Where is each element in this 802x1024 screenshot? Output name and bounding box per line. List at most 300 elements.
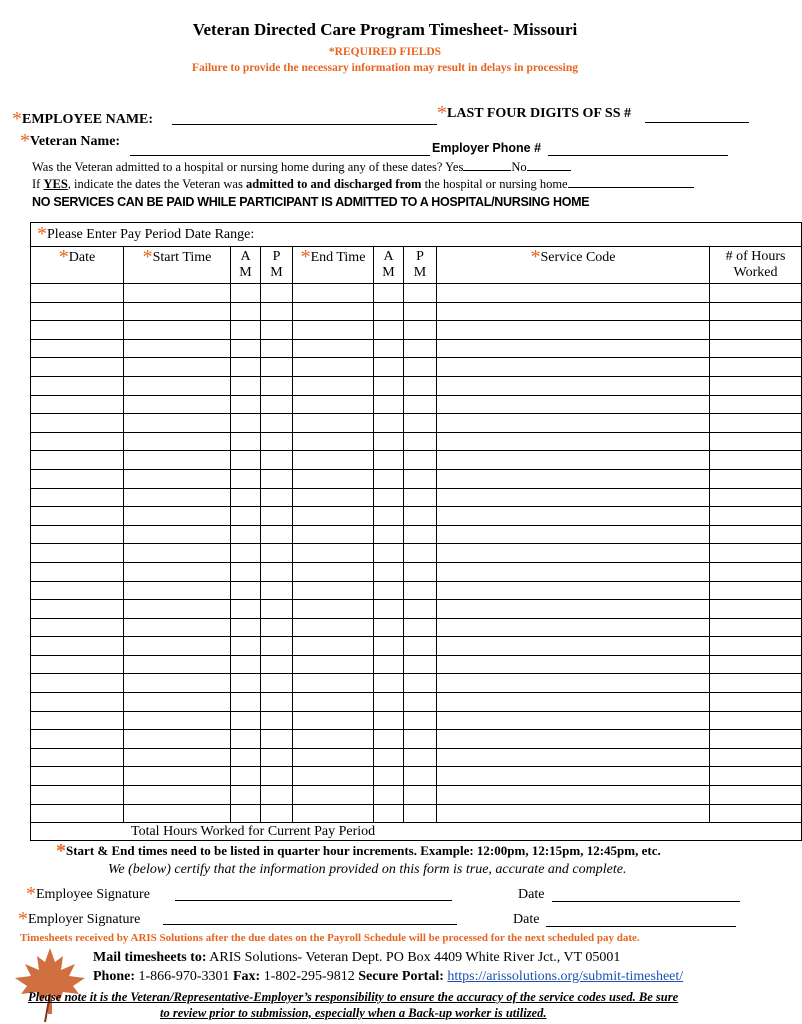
cell-end-pm[interactable]	[404, 674, 437, 693]
cell-start-am[interactable]	[231, 804, 261, 823]
cell-service-code[interactable]	[437, 376, 710, 395]
cell-service-code[interactable]	[437, 284, 710, 303]
cell-hours-worked[interactable]	[710, 525, 802, 544]
cell-end-time[interactable]	[293, 730, 374, 749]
cell-hours-worked[interactable]	[710, 767, 802, 786]
employer-phone-field[interactable]	[548, 141, 728, 156]
cell-end-pm[interactable]	[404, 804, 437, 823]
table-row	[31, 767, 802, 786]
cell-end-time[interactable]	[293, 358, 374, 377]
table-row	[31, 414, 802, 433]
cell-end-time[interactable]	[293, 432, 374, 451]
cell-start-am[interactable]	[231, 321, 261, 340]
cell-end-am[interactable]	[374, 395, 404, 414]
cell-start-pm[interactable]	[261, 414, 293, 433]
cell-hours-worked[interactable]	[710, 804, 802, 823]
cell-end-am[interactable]	[374, 562, 404, 581]
cell-service-code[interactable]	[437, 451, 710, 470]
cell-start-time[interactable]	[124, 302, 231, 321]
col-header-start-pm: P M	[261, 247, 293, 284]
cell-end-pm[interactable]	[404, 339, 437, 358]
cell-start-am[interactable]	[231, 432, 261, 451]
cell-start-time[interactable]	[124, 432, 231, 451]
table-row	[31, 284, 802, 303]
cell-date[interactable]	[31, 637, 124, 656]
cell-end-time[interactable]	[293, 618, 374, 637]
required-star-icon: *	[12, 108, 22, 130]
cell-date[interactable]	[31, 395, 124, 414]
cell-date[interactable]	[31, 804, 124, 823]
cell-end-pm[interactable]	[404, 488, 437, 507]
if-yes-line	[32, 175, 694, 192]
cell-start-pm[interactable]	[261, 302, 293, 321]
cell-start-pm[interactable]	[261, 339, 293, 358]
secure-portal-link[interactable]: https://arissolutions.org/submit-timesheet/	[447, 969, 684, 984]
cell-start-pm[interactable]	[261, 525, 293, 544]
cell-start-am[interactable]	[231, 786, 261, 805]
cell-end-pm[interactable]	[404, 600, 437, 619]
certify-text: We (below) certify that the information provided on this form is true, accurate and complete.	[108, 862, 627, 877]
cell-start-pm[interactable]	[261, 544, 293, 563]
cell-hours-worked[interactable]	[710, 284, 802, 303]
cell-service-code[interactable]	[437, 804, 710, 823]
cell-end-am[interactable]	[374, 488, 404, 507]
cell-start-am[interactable]	[231, 674, 261, 693]
cell-start-pm[interactable]	[261, 507, 293, 526]
cell-service-code[interactable]	[437, 488, 710, 507]
cell-start-time[interactable]	[124, 804, 231, 823]
cell-hours-worked[interactable]	[710, 376, 802, 395]
cell-end-pm[interactable]	[404, 693, 437, 712]
cell-start-am[interactable]	[231, 451, 261, 470]
cell-hours-worked[interactable]	[710, 395, 802, 414]
cell-end-time[interactable]	[293, 562, 374, 581]
cell-start-time[interactable]	[124, 637, 231, 656]
cell-date[interactable]	[31, 488, 124, 507]
employee-name-row	[12, 108, 153, 131]
cell-end-pm[interactable]	[404, 376, 437, 395]
cell-end-pm[interactable]	[404, 321, 437, 340]
cell-end-time[interactable]	[293, 525, 374, 544]
cell-start-am[interactable]	[231, 507, 261, 526]
cell-service-code[interactable]	[437, 730, 710, 749]
required-star-icon: *	[437, 102, 447, 124]
cell-end-time[interactable]	[293, 748, 374, 767]
cell-hours-worked[interactable]	[710, 562, 802, 581]
cell-hours-worked[interactable]	[710, 637, 802, 656]
footer-note-line-2: to review prior to submission, especially when a Back-up worker is utilized.	[160, 1006, 547, 1020]
table-row	[31, 786, 802, 805]
cell-start-am[interactable]	[231, 488, 261, 507]
cell-hours-worked[interactable]	[710, 358, 802, 377]
if-yes-bold: admitted to and discharged from	[245, 177, 422, 191]
cell-hours-worked[interactable]	[710, 321, 802, 340]
cell-end-am[interactable]	[374, 376, 404, 395]
cell-hours-worked[interactable]	[710, 469, 802, 488]
cell-hours-worked[interactable]	[710, 581, 802, 600]
cell-start-am[interactable]	[231, 748, 261, 767]
cell-end-am[interactable]	[374, 414, 404, 433]
cell-start-pm[interactable]	[261, 321, 293, 340]
cell-end-am[interactable]	[374, 339, 404, 358]
table-row	[31, 507, 802, 526]
cell-start-time[interactable]	[124, 358, 231, 377]
cell-end-am[interactable]	[374, 693, 404, 712]
cell-end-time[interactable]	[293, 284, 374, 303]
cell-service-code[interactable]	[437, 544, 710, 563]
cell-service-code[interactable]	[437, 600, 710, 619]
cell-service-code[interactable]	[437, 358, 710, 377]
cell-start-time[interactable]	[124, 786, 231, 805]
yes-field[interactable]	[463, 158, 511, 171]
employer-signature-label: Employer Signature	[28, 912, 141, 927]
cell-start-time[interactable]	[124, 284, 231, 303]
cell-end-am[interactable]	[374, 451, 404, 470]
cell-end-pm[interactable]	[404, 618, 437, 637]
employer-signature-field[interactable]	[163, 912, 457, 925]
cell-end-am[interactable]	[374, 804, 404, 823]
cell-date[interactable]	[31, 414, 124, 433]
cell-date[interactable]	[31, 730, 124, 749]
cell-start-time[interactable]	[124, 693, 231, 712]
cell-start-pm[interactable]	[261, 730, 293, 749]
cell-hours-worked[interactable]	[710, 748, 802, 767]
cell-start-time[interactable]	[124, 544, 231, 563]
cell-end-time[interactable]	[293, 693, 374, 712]
cell-start-time[interactable]	[124, 600, 231, 619]
cell-end-pm[interactable]	[404, 637, 437, 656]
cell-end-pm[interactable]	[404, 284, 437, 303]
cell-service-code[interactable]	[437, 637, 710, 656]
hospital-dates-field[interactable]	[568, 175, 694, 188]
cell-service-code[interactable]	[437, 302, 710, 321]
cell-end-am[interactable]	[374, 730, 404, 749]
cell-end-pm[interactable]	[404, 414, 437, 433]
admitted-question	[32, 158, 571, 175]
cell-start-am[interactable]	[231, 581, 261, 600]
cell-hours-worked[interactable]	[710, 711, 802, 730]
cell-hours-worked[interactable]	[710, 507, 802, 526]
cell-end-pm[interactable]	[404, 655, 437, 674]
cell-end-am[interactable]	[374, 786, 404, 805]
cell-start-pm[interactable]	[261, 432, 293, 451]
cell-start-time[interactable]	[124, 339, 231, 358]
cell-end-am[interactable]	[374, 637, 404, 656]
cell-start-time[interactable]	[124, 376, 231, 395]
cell-date[interactable]	[31, 748, 124, 767]
cell-end-pm[interactable]	[404, 730, 437, 749]
cell-start-time[interactable]	[124, 655, 231, 674]
cell-hours-worked[interactable]	[710, 600, 802, 619]
cell-start-time[interactable]	[124, 488, 231, 507]
cell-start-am[interactable]	[231, 339, 261, 358]
cell-service-code[interactable]	[437, 525, 710, 544]
cell-start-pm[interactable]	[261, 376, 293, 395]
cell-start-time[interactable]	[124, 469, 231, 488]
col-header-end-pm: P M	[404, 247, 437, 284]
cell-start-am[interactable]	[231, 618, 261, 637]
cell-end-time[interactable]	[293, 600, 374, 619]
cell-date[interactable]	[31, 655, 124, 674]
cell-end-pm[interactable]	[404, 507, 437, 526]
cell-start-pm[interactable]	[261, 562, 293, 581]
cell-start-am[interactable]	[231, 284, 261, 303]
cell-end-am[interactable]	[374, 321, 404, 340]
cell-end-time[interactable]	[293, 711, 374, 730]
cell-start-am[interactable]	[231, 414, 261, 433]
cell-start-am[interactable]	[231, 395, 261, 414]
cell-hours-worked[interactable]	[710, 786, 802, 805]
cell-hours-worked[interactable]	[710, 451, 802, 470]
cell-date[interactable]	[31, 376, 124, 395]
cell-end-pm[interactable]	[404, 786, 437, 805]
cell-start-time[interactable]	[124, 451, 231, 470]
cell-end-pm[interactable]	[404, 581, 437, 600]
cell-end-am[interactable]	[374, 767, 404, 786]
cell-start-am[interactable]	[231, 302, 261, 321]
cell-start-am[interactable]	[231, 562, 261, 581]
cell-service-code[interactable]	[437, 674, 710, 693]
cell-start-am[interactable]	[231, 637, 261, 656]
cell-start-pm[interactable]	[261, 488, 293, 507]
cell-date[interactable]	[31, 786, 124, 805]
cell-end-pm[interactable]	[404, 358, 437, 377]
cell-service-code[interactable]	[437, 581, 710, 600]
cell-end-am[interactable]	[374, 284, 404, 303]
employee-date-field[interactable]	[552, 888, 740, 902]
cell-start-pm[interactable]	[261, 600, 293, 619]
cell-service-code[interactable]	[437, 321, 710, 340]
cell-start-pm[interactable]	[261, 451, 293, 470]
cell-end-time[interactable]	[293, 469, 374, 488]
cell-end-am[interactable]	[374, 507, 404, 526]
cell-end-am[interactable]	[374, 581, 404, 600]
cell-end-time[interactable]	[293, 581, 374, 600]
mail-line	[93, 950, 620, 966]
cell-start-am[interactable]	[231, 525, 261, 544]
cell-date[interactable]	[31, 302, 124, 321]
cell-end-am[interactable]	[374, 544, 404, 563]
cell-start-time[interactable]	[124, 618, 231, 637]
phone-value: 1-866-970-3301	[135, 969, 233, 984]
timesheet-rows	[31, 284, 802, 823]
phone-label: Phone:	[93, 969, 135, 984]
cell-date[interactable]	[31, 339, 124, 358]
cell-end-am[interactable]	[374, 618, 404, 637]
cell-hours-worked[interactable]	[710, 693, 802, 712]
cell-start-time[interactable]	[124, 562, 231, 581]
cell-end-time[interactable]	[293, 786, 374, 805]
cell-start-time[interactable]	[124, 767, 231, 786]
cell-hours-worked[interactable]	[710, 674, 802, 693]
cell-date[interactable]	[31, 469, 124, 488]
employer-date-field[interactable]	[546, 913, 736, 927]
cell-hours-worked[interactable]	[710, 432, 802, 451]
no-field[interactable]	[527, 158, 571, 171]
cell-end-am[interactable]	[374, 469, 404, 488]
cell-start-pm[interactable]	[261, 469, 293, 488]
cell-end-pm[interactable]	[404, 469, 437, 488]
cell-start-am[interactable]	[231, 767, 261, 786]
cell-date[interactable]	[31, 507, 124, 526]
cell-start-am[interactable]	[231, 469, 261, 488]
cell-end-time[interactable]	[293, 339, 374, 358]
employee-signature-field[interactable]	[175, 888, 452, 901]
cell-start-pm[interactable]	[261, 711, 293, 730]
cell-end-time[interactable]	[293, 767, 374, 786]
cell-date[interactable]	[31, 544, 124, 563]
cell-start-am[interactable]	[231, 655, 261, 674]
cell-end-time[interactable]	[293, 804, 374, 823]
cell-start-am[interactable]	[231, 544, 261, 563]
cell-start-pm[interactable]	[261, 693, 293, 712]
cell-start-time[interactable]	[124, 674, 231, 693]
cell-end-time[interactable]	[293, 544, 374, 563]
cell-date[interactable]	[31, 600, 124, 619]
cell-start-time[interactable]	[124, 525, 231, 544]
cell-end-am[interactable]	[374, 525, 404, 544]
cell-end-pm[interactable]	[404, 562, 437, 581]
cell-start-pm[interactable]	[261, 618, 293, 637]
cell-service-code[interactable]	[437, 786, 710, 805]
cell-end-pm[interactable]	[404, 748, 437, 767]
pay-period-cell[interactable]	[31, 223, 802, 247]
cell-date[interactable]	[31, 432, 124, 451]
cell-start-time[interactable]	[124, 581, 231, 600]
cell-start-time[interactable]	[124, 711, 231, 730]
cell-hours-worked[interactable]	[710, 302, 802, 321]
cell-service-code[interactable]	[437, 507, 710, 526]
cell-start-pm[interactable]	[261, 767, 293, 786]
cell-end-pm[interactable]	[404, 767, 437, 786]
cell-service-code[interactable]	[437, 414, 710, 433]
cell-service-code[interactable]	[437, 395, 710, 414]
cell-date[interactable]	[31, 767, 124, 786]
table-row	[31, 600, 802, 619]
col-header-end-time: *End Time	[293, 247, 374, 284]
cell-end-am[interactable]	[374, 600, 404, 619]
cell-service-code[interactable]	[437, 562, 710, 581]
cell-hours-worked[interactable]	[710, 414, 802, 433]
cell-date[interactable]	[31, 711, 124, 730]
cell-start-pm[interactable]	[261, 637, 293, 656]
cell-end-time[interactable]	[293, 414, 374, 433]
cell-date[interactable]	[31, 581, 124, 600]
cell-service-code[interactable]	[437, 432, 710, 451]
cell-service-code[interactable]	[437, 339, 710, 358]
cell-start-time[interactable]	[124, 507, 231, 526]
cell-end-am[interactable]	[374, 432, 404, 451]
cell-date[interactable]	[31, 562, 124, 581]
cell-end-time[interactable]	[293, 507, 374, 526]
cell-date[interactable]	[31, 284, 124, 303]
cell-start-am[interactable]	[231, 358, 261, 377]
ssn-field[interactable]	[645, 106, 749, 123]
cell-start-time[interactable]	[124, 414, 231, 433]
cell-service-code[interactable]	[437, 748, 710, 767]
cell-start-time[interactable]	[124, 730, 231, 749]
cell-end-am[interactable]	[374, 655, 404, 674]
cell-date[interactable]	[31, 321, 124, 340]
cell-service-code[interactable]	[437, 655, 710, 674]
cell-hours-worked[interactable]	[710, 655, 802, 674]
cell-start-am[interactable]	[231, 711, 261, 730]
cell-end-pm[interactable]	[404, 432, 437, 451]
cell-start-time[interactable]	[124, 321, 231, 340]
cell-start-am[interactable]	[231, 600, 261, 619]
cell-end-pm[interactable]	[404, 395, 437, 414]
cell-start-am[interactable]	[231, 376, 261, 395]
cell-end-time[interactable]	[293, 302, 374, 321]
cell-end-pm[interactable]	[404, 451, 437, 470]
cell-start-pm[interactable]	[261, 358, 293, 377]
mail-address: ARIS Solutions- Veteran Dept. PO Box 4409 White River Jct., VT 05001	[206, 950, 621, 965]
cell-start-pm[interactable]	[261, 655, 293, 674]
cell-end-time[interactable]	[293, 321, 374, 340]
cell-end-am[interactable]	[374, 748, 404, 767]
cell-end-pm[interactable]	[404, 525, 437, 544]
cell-start-am[interactable]	[231, 730, 261, 749]
cell-start-pm[interactable]	[261, 804, 293, 823]
table-row	[31, 339, 802, 358]
cell-date[interactable]	[31, 451, 124, 470]
cell-start-pm[interactable]	[261, 786, 293, 805]
cell-start-pm[interactable]	[261, 748, 293, 767]
cell-end-am[interactable]	[374, 674, 404, 693]
cell-end-pm[interactable]	[404, 711, 437, 730]
cell-start-pm[interactable]	[261, 581, 293, 600]
employee-name-field[interactable]	[172, 110, 437, 125]
cell-hours-worked[interactable]	[710, 544, 802, 563]
cell-end-pm[interactable]	[404, 302, 437, 321]
cell-service-code[interactable]	[437, 469, 710, 488]
cell-service-code[interactable]	[437, 618, 710, 637]
cell-end-am[interactable]	[374, 358, 404, 377]
cell-end-time[interactable]	[293, 674, 374, 693]
veteran-name-field[interactable]	[130, 142, 430, 156]
cell-start-pm[interactable]	[261, 284, 293, 303]
cell-start-pm[interactable]	[261, 674, 293, 693]
cell-hours-worked[interactable]	[710, 488, 802, 507]
cell-date[interactable]	[31, 618, 124, 637]
table-row	[31, 618, 802, 637]
cell-date[interactable]	[31, 674, 124, 693]
cell-hours-worked[interactable]	[710, 339, 802, 358]
cell-end-time[interactable]	[293, 655, 374, 674]
cell-start-pm[interactable]	[261, 395, 293, 414]
cell-start-time[interactable]	[124, 748, 231, 767]
cell-end-time[interactable]	[293, 376, 374, 395]
cell-hours-worked[interactable]	[710, 730, 802, 749]
cell-service-code[interactable]	[437, 767, 710, 786]
cell-date[interactable]	[31, 358, 124, 377]
cell-end-time[interactable]	[293, 637, 374, 656]
cell-hours-worked[interactable]	[710, 618, 802, 637]
cell-start-time[interactable]	[124, 395, 231, 414]
cell-end-time[interactable]	[293, 395, 374, 414]
cell-end-am[interactable]	[374, 302, 404, 321]
cell-service-code[interactable]	[437, 711, 710, 730]
cell-service-code[interactable]	[437, 693, 710, 712]
cell-date[interactable]	[31, 693, 124, 712]
cell-end-am[interactable]	[374, 711, 404, 730]
cell-date[interactable]	[31, 525, 124, 544]
cell-start-am[interactable]	[231, 693, 261, 712]
cell-end-time[interactable]	[293, 488, 374, 507]
cell-end-pm[interactable]	[404, 544, 437, 563]
admitted-question-text: Was the Veteran admitted to a hospital or nursing home during any of these dates? Yes	[32, 160, 464, 174]
cell-end-time[interactable]	[293, 451, 374, 470]
